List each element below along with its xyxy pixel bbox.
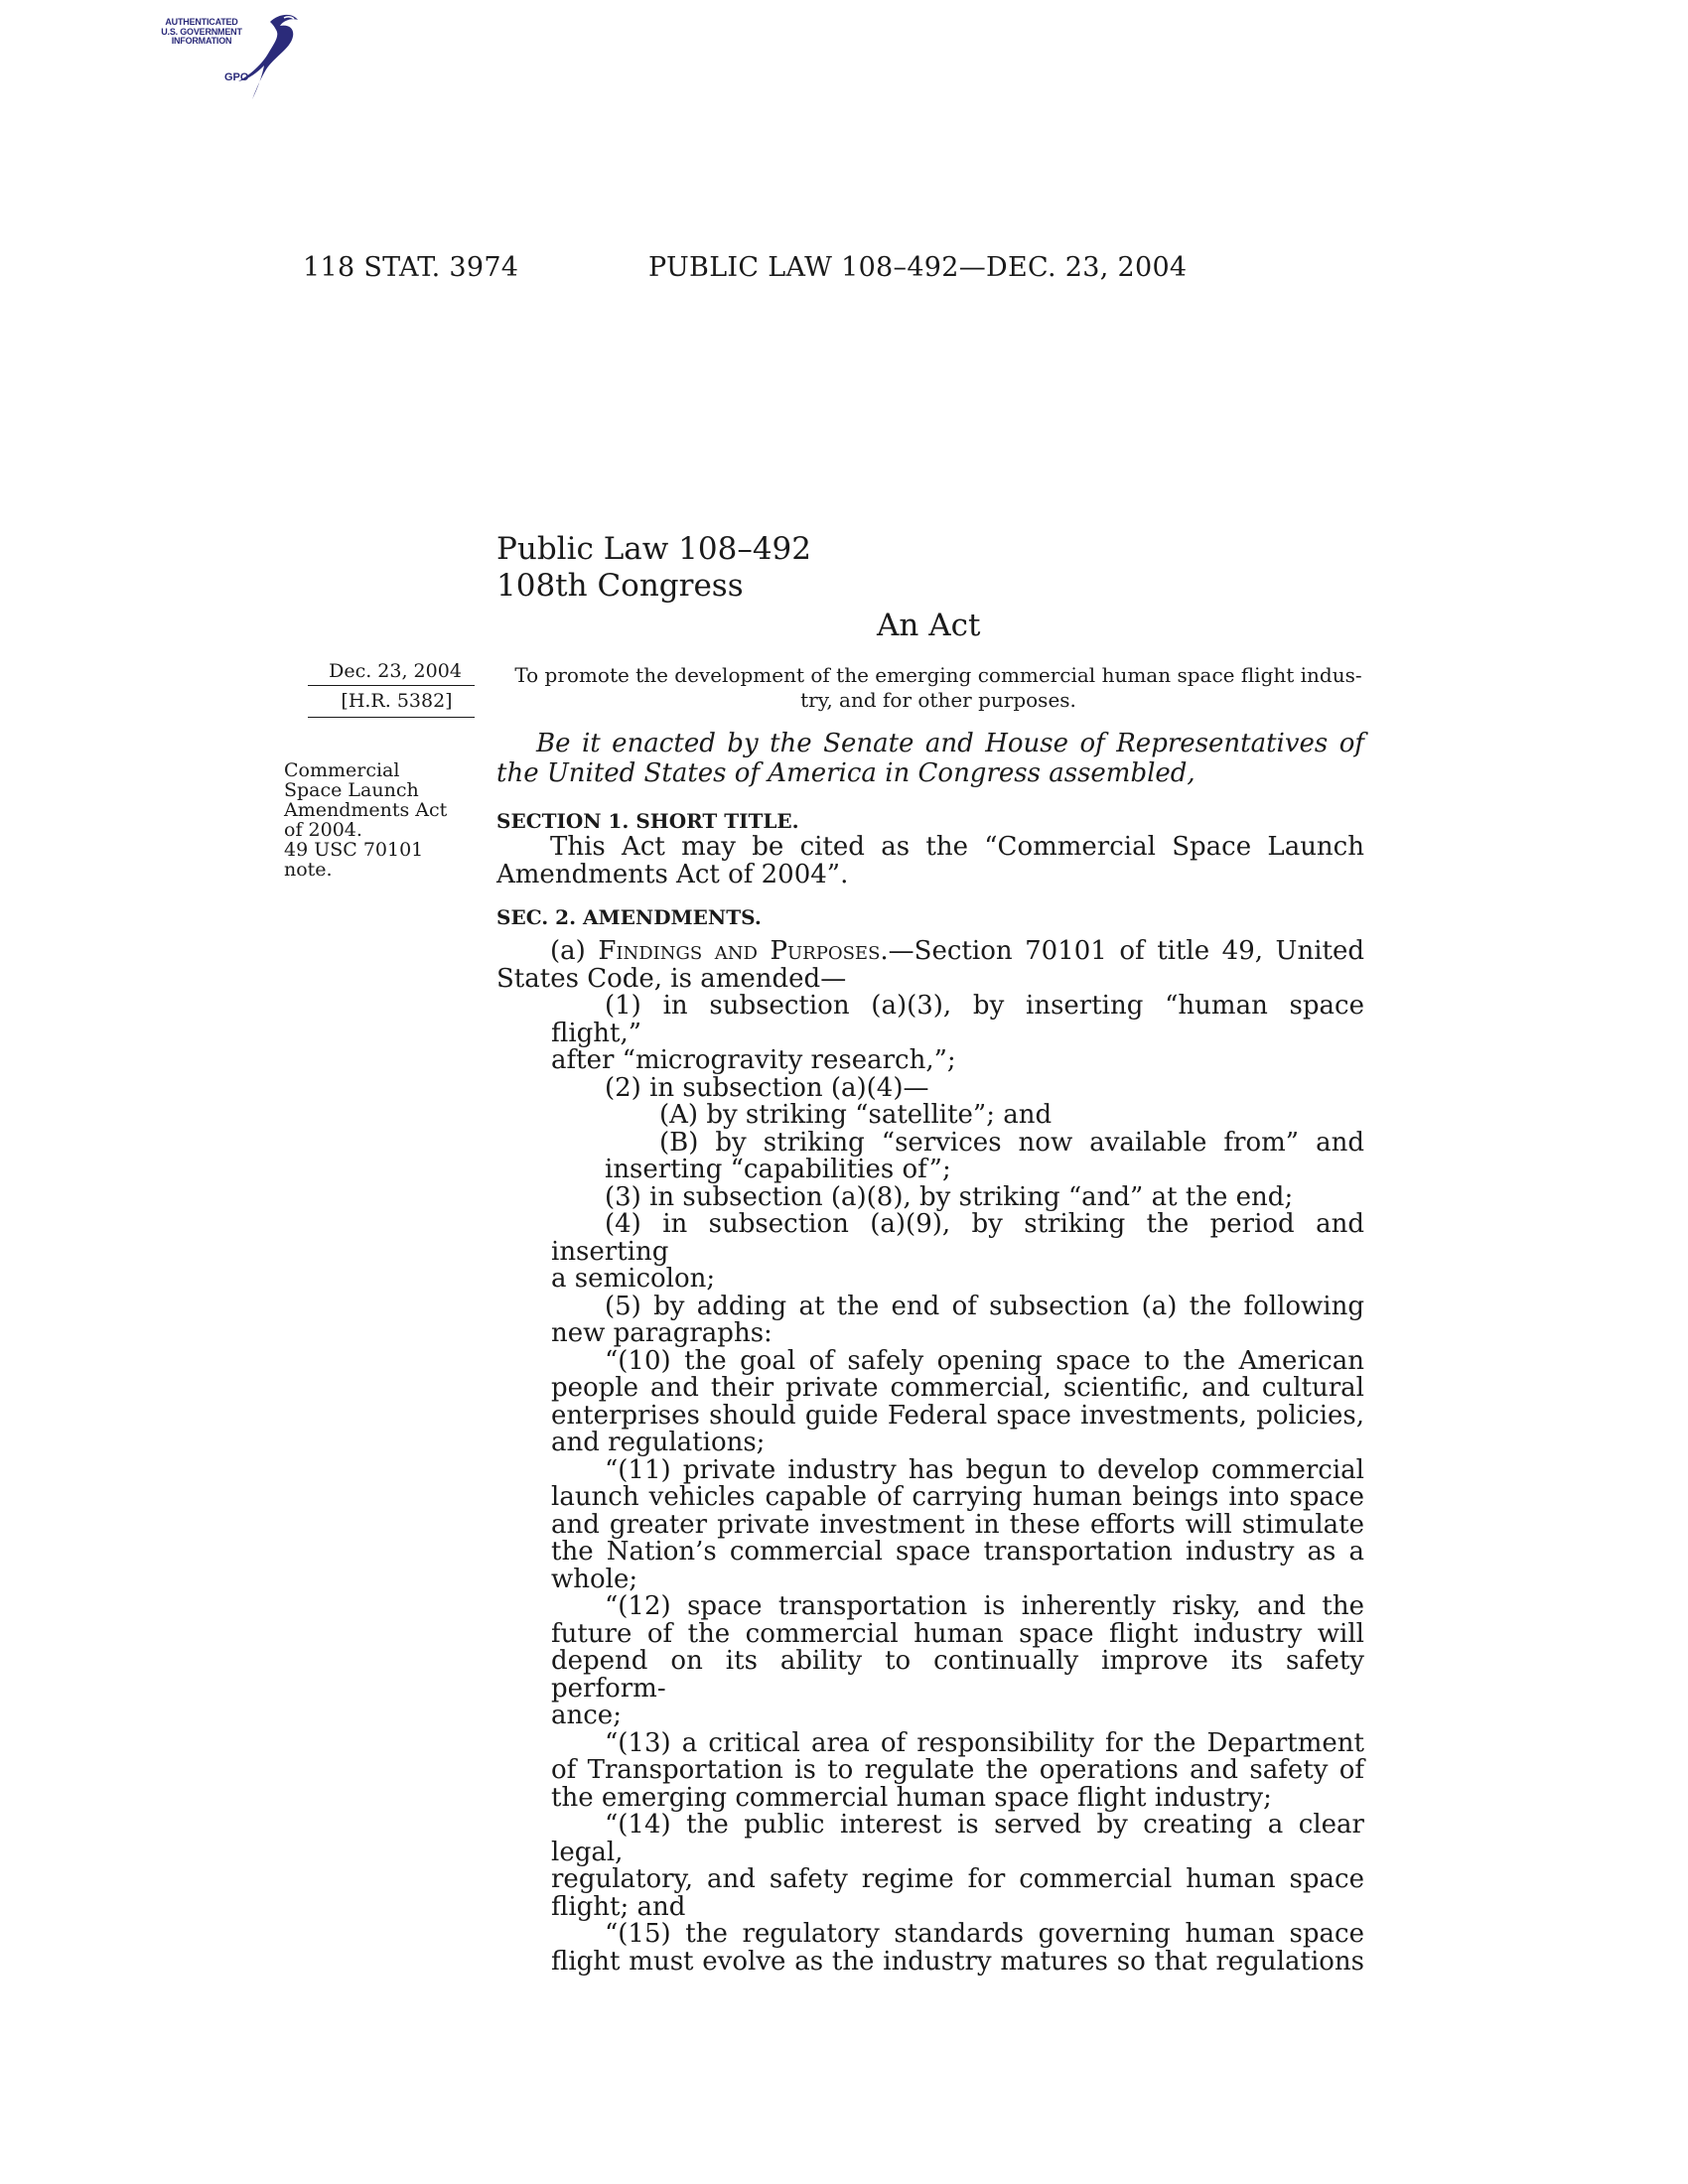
gpo-authentication-seal <box>137 10 316 99</box>
paragraph-10-line: and regulations; <box>551 1428 766 1457</box>
margin-divider <box>308 717 475 718</box>
margin-bill-number: [H.R. 5382] <box>341 690 453 712</box>
enacting-line: Be it enacted by the Senate and House of Representatives of <box>536 729 1364 758</box>
an-act-heading: An Act <box>877 608 981 643</box>
eagle-icon <box>226 10 306 104</box>
paragraph-14-line: flight; and <box>551 1891 686 1922</box>
item-2B-line: inserting “capabilities of”; <box>605 1155 951 1184</box>
body-line: States Code, is amended— <box>496 963 847 994</box>
seal-line-1: AUTHENTICATED <box>165 17 238 27</box>
body-line: This Act may be cited as the “Commercial Space Launch <box>550 832 1364 862</box>
margin-note-line: of 2004. <box>284 819 362 841</box>
item-2A-line: (A) by striking “satellite”; and <box>659 1100 1053 1130</box>
paragraph-15-line: “(15) the regulatory standards governing human space <box>605 1919 1364 1949</box>
margin-note-line: Commercial <box>284 759 400 781</box>
margin-note-line: Space Launch <box>284 779 419 801</box>
item-2-line: (2) in subsection (a)(4)— <box>605 1072 929 1103</box>
paragraph-11-line: the Nation’s commercial space transportation industry as a <box>551 1537 1364 1567</box>
paragraph-11-line: whole; <box>551 1564 638 1594</box>
paragraph-10-line: enterprises should guide Federal space investments, policies, <box>551 1400 1364 1431</box>
paragraph-10-line: “(10) the goal of safely opening space to the American <box>605 1345 1364 1376</box>
purpose-line: try, and for other purposes. <box>800 688 1076 712</box>
item-1-line: after “microgravity research,”; <box>551 1045 956 1075</box>
amendment-list <box>551 993 1364 1976</box>
body-text: .—Section 70101 of title 49, United <box>880 936 1365 966</box>
item-4-line: a semicolon; <box>551 1264 716 1294</box>
congress-number: 108th Congress <box>496 568 744 604</box>
paragraph-10-line: people and their private commercial, scientific, and cultural <box>551 1373 1364 1403</box>
item-5-line: (5) by adding at the end of subsection (a) the following <box>605 1291 1364 1321</box>
paragraph-11-line: launch vehicles capable of carrying human beings into space <box>551 1482 1364 1512</box>
margin-divider <box>308 685 475 686</box>
running-header-title: PUBLIC LAW 108–492—DEC. 23, 2004 <box>648 252 1188 283</box>
paragraph-11-line: and greater private investment in these efforts will stimulate <box>551 1509 1364 1540</box>
item-1-line: (1) in subsection (a)(3), by inserting “human space flight,” <box>551 991 1364 1048</box>
paragraph-13-line: of Transportation is to regulate the operations and safety of <box>551 1755 1364 1785</box>
act-purpose <box>506 663 1370 713</box>
seal-gpo-label: GPO <box>224 71 249 83</box>
section-1-text <box>496 834 1364 888</box>
paragraph-11-line: “(11) private industry has begun to develop commercial <box>605 1454 1364 1485</box>
body-line: Amendments Act of 2004”. <box>496 859 849 889</box>
seal-line-3: INFORMATION <box>171 36 232 46</box>
item-2B-line: (B) by striking “services now available from” and <box>659 1127 1364 1158</box>
paragraph-13-line: the emerging commercial human space flight industry; <box>551 1782 1272 1813</box>
section-1-heading: SECTION 1. SHORT TITLE. <box>496 809 799 833</box>
paragraph-12-line: future of the commercial human space flight industry will <box>551 1618 1364 1649</box>
subsection-a <box>496 938 1364 993</box>
item-5-line: new paragraphs: <box>551 1318 773 1348</box>
enacting-clause <box>496 729 1364 788</box>
margin-date: Dec. 23, 2004 <box>329 660 462 682</box>
margin-note-line: 49 USC 70101 <box>284 839 424 861</box>
section-2-heading: SEC. 2. AMENDMENTS. <box>496 905 762 929</box>
purpose-line: To promote the development of the emerging commercial human space flight indus- <box>514 663 1362 687</box>
body-line: (a) Findings and Purposes.—Section 70101 of title 49, United <box>550 936 1365 966</box>
subsection-caption: Findings and Purposes <box>598 936 881 966</box>
paragraph-12-line: depend on its ability to continually improve its safety perform- <box>551 1646 1364 1704</box>
margin-note-short-title <box>284 760 488 880</box>
paragraph-12-line: ance; <box>551 1701 622 1730</box>
paragraph-12-line: “(12) space transportation is inherently risky, and the <box>605 1591 1364 1621</box>
paragraph-15-line: flight must evolve as the industry matures so that regulations <box>551 1946 1364 1977</box>
enacting-line: the United States of America in Congress assembled, <box>496 758 1196 788</box>
paragraph-13-line: “(13) a critical area of responsibility for the Department <box>605 1727 1364 1758</box>
margin-note-line: Amendments Act <box>284 799 448 821</box>
paragraph-14-line: regulatory, and safety regime for commercial human space <box>551 1864 1364 1894</box>
item-4-line: (4) in subsection (a)(9), by striking the period and inserting <box>551 1209 1364 1267</box>
item-3-line: (3) in subsection (a)(8), by striking “and” at the end; <box>605 1181 1294 1212</box>
margin-note-line: note. <box>284 859 333 881</box>
seal-line-2: U.S. GOVERNMENT <box>161 26 242 37</box>
paragraph-14-line: “(14) the public interest is served by creating a clear legal, <box>551 1810 1364 1867</box>
public-law-number: Public Law 108–492 <box>496 531 812 567</box>
page-stat-reference: 118 STAT. 3974 <box>303 252 519 283</box>
